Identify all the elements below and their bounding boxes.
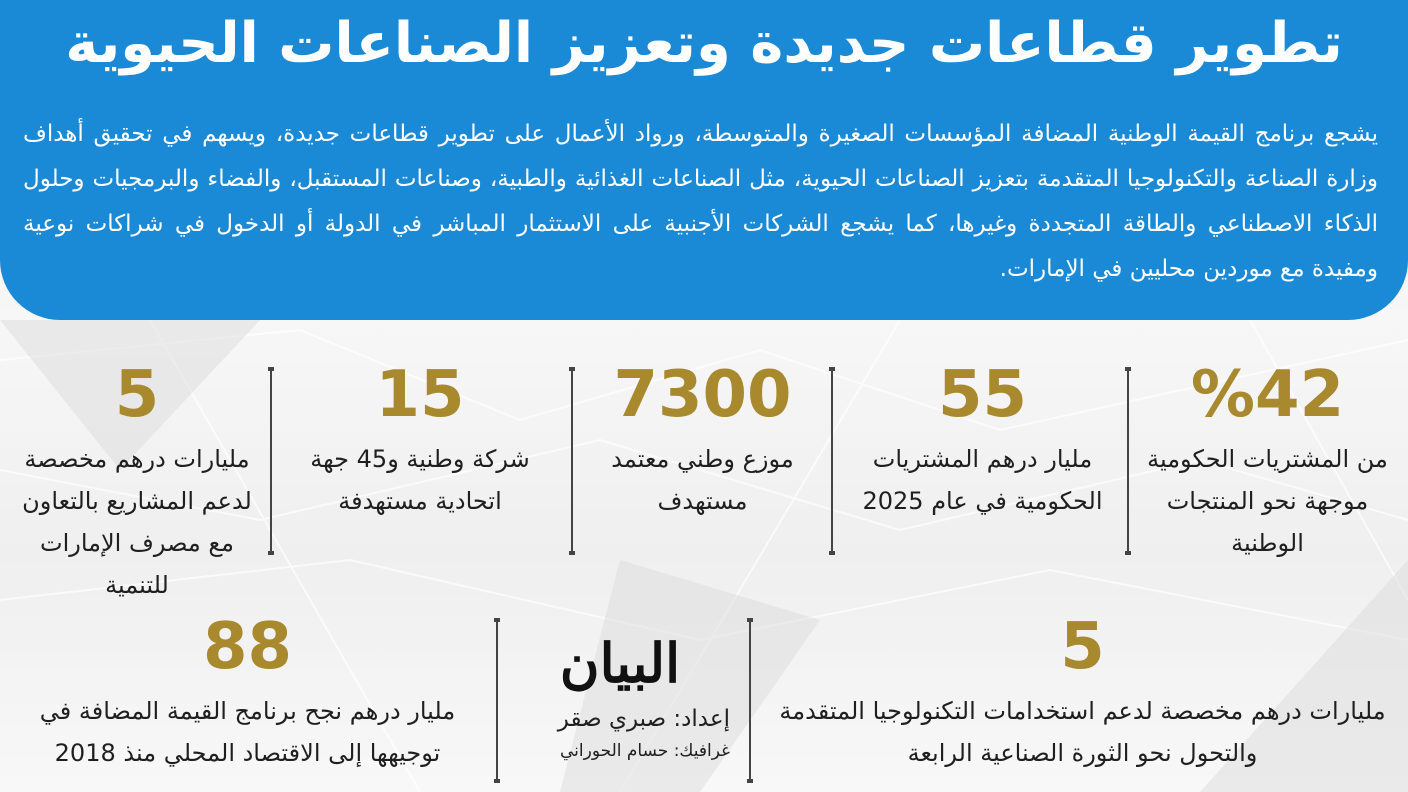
stat-value: 88 <box>202 610 293 684</box>
stat-companies <box>280 360 560 522</box>
intro-paragraph: يشجع برنامج القيمة الوطنية المضافة المؤسسات الصغيرة والمتوسطة، ورواد الأعمال على تطوير قطاعات جديدة، ويسهم في تحقيق أهداف وزارة الصناعة والتكنولوجيا المتقدمة بتعزيز الصناعات الحيوية، مثل الصناعات الغذائية والطبية، وصناعات المستقبل، والفضاء والبرمجيات وحلول الذكاء الاصطناعي والطاقة المتجددة وغيرها، كما يشجع الشركات الأجنبية على الاستثمار المباشر في الدولة أو الدخول في شراكات نوعية ومفيدة مع موردين محليين في الإمارات. <box>23 121 1378 282</box>
credits <box>505 702 730 766</box>
logo-text: البيان <box>559 631 681 695</box>
stat-local-economy-billion <box>10 612 485 774</box>
divider <box>496 618 498 783</box>
stat-value: 55 <box>937 358 1028 432</box>
stat-distributors <box>580 360 825 522</box>
stat-value: 7300 <box>613 358 792 432</box>
header-banner <box>0 0 1408 320</box>
stat-value: 5 <box>1060 610 1105 684</box>
stat-label: موزع وطني معتمد مستهدف <box>611 445 794 515</box>
stat-technology-billion <box>765 612 1400 774</box>
divider <box>270 367 272 555</box>
stat-label: مليارات درهم مخصصة لدعم استخدامات التكنولوجيا المتقدمة والتحول نحو الثورة الصناعية الرابعة <box>779 697 1386 767</box>
albayan-logo <box>525 622 715 702</box>
page-title: تطوير قطاعات جديدة وتعزيز الصناعات الحيوية <box>65 11 1343 76</box>
stat-label: من المشتريات الحكومية موجهة نحو المنتجات الوطنية <box>1147 445 1388 557</box>
credit-prepared: إعداد: صبري صقر <box>557 706 730 732</box>
stat-procurement-billion <box>845 360 1120 522</box>
stat-label: شركة وطنية و45 جهة اتحادية مستهدفة <box>310 445 530 515</box>
divider <box>831 367 833 555</box>
divider <box>1127 367 1129 555</box>
stat-label: مليار درهم نجح برنامج القيمة المضافة في توجيهها إلى الاقتصاد المحلي منذ 2018 <box>39 697 456 767</box>
divider <box>571 367 573 555</box>
stat-label: مليار درهم المشتريات الحكومية في عام 2025 <box>862 445 1103 515</box>
stat-government-procurement-percent <box>1135 360 1400 564</box>
stat-value: %42 <box>1190 358 1345 432</box>
stat-projects-billion <box>8 360 266 606</box>
divider <box>749 618 751 783</box>
credit-graphic: غرافيك: حسام الحوراني <box>560 741 730 761</box>
stat-label: مليارات درهم مخصصة لدعم المشاريع بالتعاون مع مصرف الإمارات للتنمية <box>22 445 252 599</box>
stat-value: 15 <box>375 358 465 432</box>
stat-value: 5 <box>114 358 160 432</box>
